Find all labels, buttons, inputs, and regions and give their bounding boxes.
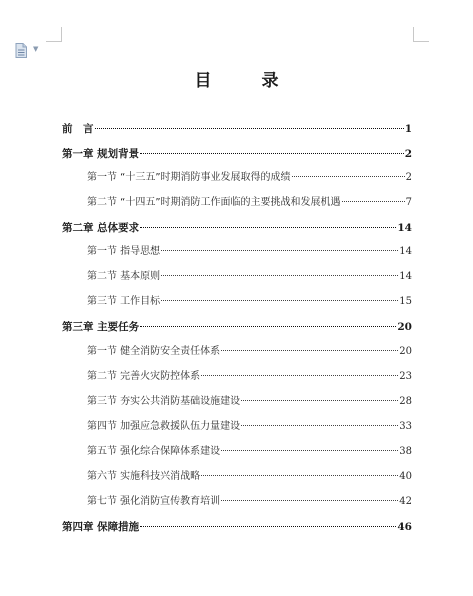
toc-page-number: 15	[399, 296, 412, 307]
toc-entry-label: 第一章 规划背景	[62, 148, 140, 160]
toc-page-number: 7	[405, 197, 412, 208]
toc-leader-dots	[201, 475, 398, 476]
toc-page-number: 33	[399, 421, 412, 432]
toc-chapter-entry[interactable]	[62, 121, 412, 137]
toc-entry-label: 第六节 实施科技兴消战略	[87, 471, 201, 482]
toc-entry-label: 第四节 加强应急救援队伍力量建设	[87, 421, 241, 432]
toc-entry-label: 第五节 强化综合保障体系建设	[87, 446, 221, 457]
toc-page-number: 14	[399, 246, 412, 257]
toc-leader-dots	[292, 176, 405, 177]
toc-section-entry[interactable]	[87, 195, 412, 211]
chevron-down-icon[interactable]: ▼	[33, 45, 39, 53]
toc-section-entry[interactable]	[87, 294, 412, 310]
toc-entry-label: 第三章 主要任务	[62, 321, 140, 333]
toc-leader-dots	[221, 500, 398, 501]
toc-section-entry[interactable]	[87, 419, 412, 435]
toc-leader-dots	[140, 227, 396, 228]
toc-entry-label: 第二节 完善火灾防控体系	[87, 371, 201, 382]
toc-page-number: 14	[399, 271, 412, 282]
toc-page-number: 42	[399, 496, 412, 507]
toc-entry-label: 第四章 保障措施	[62, 521, 140, 533]
toc-page-number: 40	[399, 471, 412, 482]
toc-page-number: 28	[399, 396, 412, 407]
toc-leader-dots	[161, 300, 398, 301]
toc-section-entry[interactable]	[87, 269, 412, 285]
toc-entry-label: 第二节 基本原则	[87, 271, 161, 282]
document-icon[interactable]	[15, 43, 27, 58]
toc-entry-label: 第三节 夯实公共消防基础设施建设	[87, 396, 241, 407]
toc-leader-dots	[95, 128, 404, 129]
toc-chapter-entry[interactable]	[62, 220, 412, 236]
toc-entry-label: 第三节 工作目标	[87, 296, 161, 307]
toc-page-number: 14	[397, 222, 412, 234]
toc-page-number: 2	[405, 172, 412, 183]
toc-page-number: 1	[404, 123, 412, 135]
toc-leader-dots	[140, 153, 404, 154]
toc-section-entry[interactable]	[87, 444, 412, 460]
toc-page-number: 20	[399, 346, 412, 357]
toc-entry-label: 第一节 “十三五”时期消防事业发展取得的成绩	[87, 172, 291, 183]
toc-leader-dots	[241, 400, 398, 401]
toc-entry-label: 前 言	[62, 123, 94, 135]
toc-entry-label: 第一节 健全消防安全责任体系	[87, 346, 221, 357]
toc-leader-dots	[221, 450, 398, 451]
toc-section-entry[interactable]	[87, 244, 412, 260]
page-title: 目 录	[194, 71, 301, 91]
toc-leader-dots	[161, 250, 398, 251]
toc-entry-label: 第一节 指导思想	[87, 246, 161, 257]
toc-leader-dots	[161, 275, 398, 276]
toc-leader-dots	[140, 326, 396, 327]
toc-section-entry[interactable]	[87, 494, 412, 510]
margin-mark-top-right	[413, 27, 429, 42]
toc-leader-dots	[241, 425, 398, 426]
toc-page-number: 2	[404, 148, 412, 160]
toc-section-entry[interactable]	[87, 344, 412, 360]
toc-section-entry[interactable]	[87, 394, 412, 410]
toc-section-entry[interactable]	[87, 170, 412, 186]
toc-leader-dots	[221, 350, 398, 351]
toc-page-number: 20	[397, 321, 412, 333]
toc-page-number: 23	[399, 371, 412, 382]
toc-chapter-entry[interactable]	[62, 519, 412, 535]
toc-section-entry[interactable]	[87, 369, 412, 385]
toc-chapter-entry[interactable]	[62, 146, 412, 162]
toc-entry-label: 第二章 总体要求	[62, 222, 140, 234]
toc-section-entry[interactable]	[87, 469, 412, 485]
toc-leader-dots	[342, 201, 405, 202]
toc-leader-dots	[201, 375, 398, 376]
toc-chapter-entry[interactable]	[62, 319, 412, 335]
margin-mark-top-left	[46, 27, 62, 42]
toc-page-number: 38	[399, 446, 412, 457]
toc-entry-label: 第二节 “十四五”时期消防工作面临的主要挑战和发展机遇	[87, 197, 341, 208]
toc-leader-dots	[140, 526, 396, 527]
toc-page-number: 46	[397, 521, 412, 533]
toc-entry-label: 第七节 强化消防宣传教育培训	[87, 496, 221, 507]
